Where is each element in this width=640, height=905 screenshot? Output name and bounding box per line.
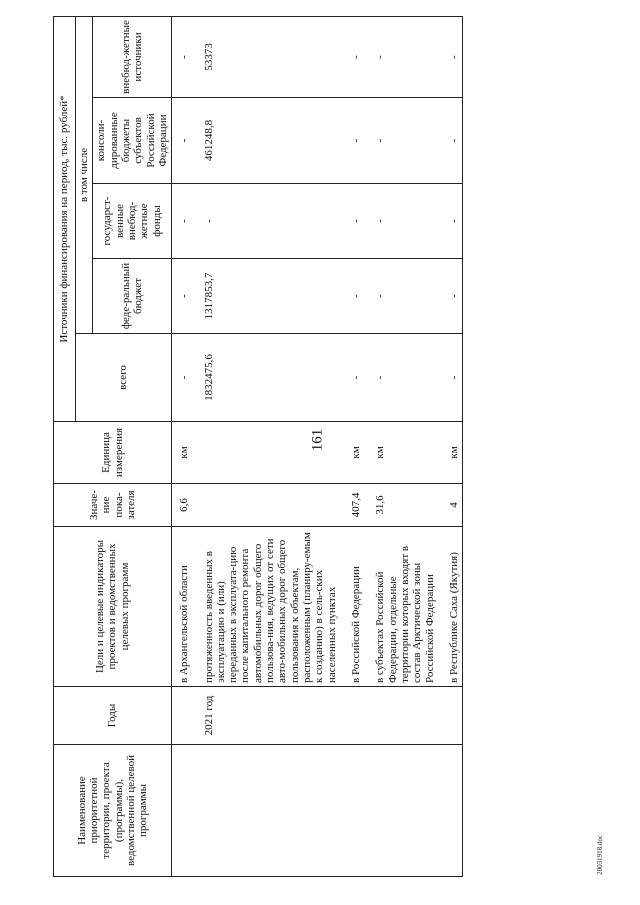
cell-total: - xyxy=(172,334,193,422)
cell-year: 2021 год xyxy=(193,687,340,745)
cell-total: - xyxy=(340,334,364,422)
cell-name xyxy=(364,745,438,877)
cell-consolidated: - xyxy=(340,98,364,184)
cell-consolidated: - xyxy=(172,98,193,184)
cell-year xyxy=(340,687,364,745)
cell-federal: - xyxy=(340,259,364,334)
cell-state-funds: - xyxy=(340,184,364,259)
cell-goal: в Российской Федерации xyxy=(340,527,364,687)
cell-name xyxy=(438,745,463,877)
rotated-table-area xyxy=(53,17,593,877)
cell-goal: в субъектах Российской Федерации, отдельные территории которых входят в состав Арктической зоны Российской Федерации xyxy=(364,527,438,687)
cell-consolidated: - xyxy=(364,98,438,184)
cell-state-funds: - xyxy=(438,184,463,259)
table-header xyxy=(54,16,172,876)
cell-goal: в Архангельской области xyxy=(172,527,193,687)
header-years: Годы xyxy=(54,687,172,745)
table-body xyxy=(172,16,463,876)
cell-year xyxy=(172,687,193,745)
table-row xyxy=(193,16,340,876)
cell-extra: 53373 xyxy=(193,16,340,97)
cell-value: 6,6 xyxy=(172,484,193,527)
cell-value: 4 xyxy=(438,484,463,527)
cell-year xyxy=(364,687,438,745)
cell-extra: - xyxy=(172,16,193,97)
cell-extra: - xyxy=(438,16,463,97)
cell-consolidated: - xyxy=(438,98,463,184)
header-extrabudget: внебюд-жетные источники xyxy=(93,16,172,97)
header-goals: Цели и целевые индикаторы проектов и ведомственных целевых программ xyxy=(54,527,172,687)
header-value: Значе-ние пока-зателя xyxy=(54,484,172,527)
table-row xyxy=(340,16,364,876)
cell-consolidated: 461248,8 xyxy=(193,98,340,184)
table-row xyxy=(438,16,463,876)
cell-state-funds: - xyxy=(172,184,193,259)
cell-unit: км xyxy=(438,422,463,484)
cell-state-funds: - xyxy=(193,184,340,259)
header-unit: Единица измерения xyxy=(54,422,172,484)
cell-state-funds: - xyxy=(364,184,438,259)
header-in-that: в том числе xyxy=(76,16,93,333)
cell-year xyxy=(438,687,463,745)
cell-unit: км xyxy=(172,422,193,484)
cell-name xyxy=(340,745,364,877)
header-consolidated: консоли-дированные бюджеты субъектов Российской Федерации xyxy=(93,98,172,184)
footer-code: 20031918.doc xyxy=(596,835,604,875)
cell-value: 407,4 xyxy=(340,484,364,527)
cell-extra: - xyxy=(340,16,364,97)
cell-federal: - xyxy=(172,259,193,334)
cell-total: - xyxy=(438,334,463,422)
cell-value xyxy=(193,484,340,527)
page-number: 161 xyxy=(309,428,326,452)
header-state-funds: государст-венные внебюд-жетные фонды xyxy=(93,184,172,259)
cell-federal: 1317853,7 xyxy=(193,259,340,334)
table-row xyxy=(172,16,193,876)
cell-extra: - xyxy=(364,16,438,97)
cell-federal: - xyxy=(364,259,438,334)
table-row xyxy=(364,16,438,876)
cell-unit: км xyxy=(364,422,438,484)
cell-unit xyxy=(193,422,340,484)
header-federal: феде-ральный бюджет xyxy=(93,259,172,334)
cell-name xyxy=(193,745,340,877)
cell-unit: км xyxy=(340,422,364,484)
header-name: Наименование приоритетной территории, проекта (программы), ведомственной целевой программы xyxy=(54,745,172,877)
cell-total: - xyxy=(364,334,438,422)
cell-goal: протяженность введенных в эксплуатацию и (или) переданных в эксплуата-цию после капитального ремонта автомобильных дорог общего пользова-ния, ведущих от сети авто-мобильных дорог общего пользования к объектам, расположенным (планиру-емым к созданию) в сель-ских населенных пунктах xyxy=(193,527,340,687)
cell-goal: в Республике Саха (Якутия) xyxy=(438,527,463,687)
header-total: всего xyxy=(76,334,172,422)
financing-table xyxy=(53,16,463,877)
header-sources: Источники финансирования на период, тыс. рублей* xyxy=(54,16,76,421)
cell-federal: - xyxy=(438,259,463,334)
cell-name xyxy=(172,745,193,877)
cell-total: 1832475,6 xyxy=(193,334,340,422)
cell-value: 31,6 xyxy=(364,484,438,527)
